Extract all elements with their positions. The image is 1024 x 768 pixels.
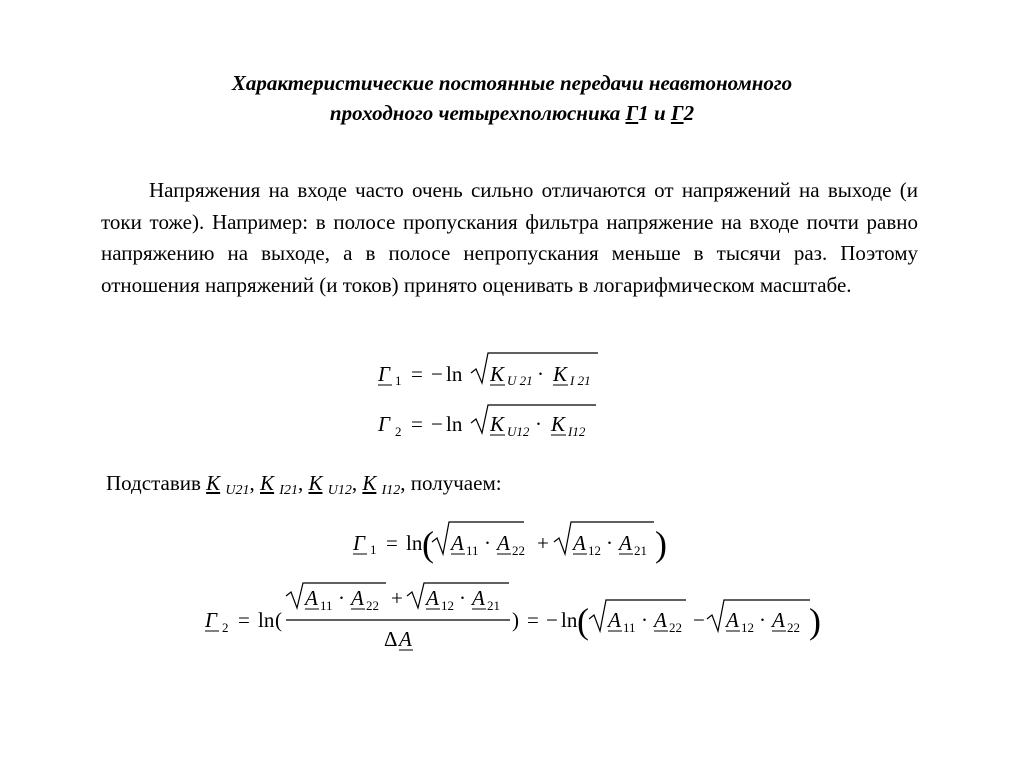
math-equals: = — [411, 362, 423, 386]
math-subscript: 11 — [320, 598, 333, 613]
math-subscript: 21 — [487, 598, 500, 613]
math-equals: = — [527, 608, 539, 632]
math-dot: · — [641, 608, 648, 632]
math-k: K — [490, 412, 505, 436]
math-gamma: Г — [378, 412, 390, 436]
math-paren-open: ( — [577, 601, 589, 641]
formula-gamma1-a — [352, 522, 667, 564]
math-dot: · — [759, 608, 766, 632]
formula-gamma2-a — [204, 583, 821, 651]
heading-index-1: 1 — [638, 101, 649, 125]
heading-conjunction: и — [648, 101, 671, 125]
math-gamma: Г — [353, 531, 365, 555]
math-subscript: 2 — [222, 620, 229, 635]
math-gamma: Г — [205, 608, 217, 632]
formula-gamma1-k — [377, 353, 598, 388]
k-index-i12: I12 — [381, 483, 401, 498]
math-gamma: Г — [378, 362, 390, 386]
math-k: K — [490, 362, 505, 386]
math-dot: · — [484, 531, 491, 555]
math-paren-open: ( — [422, 524, 434, 564]
math-equals: = — [411, 412, 423, 436]
math-dot: · — [459, 586, 466, 610]
math-subscript: 12 — [441, 598, 454, 613]
math-a: A — [472, 586, 485, 610]
math-dot: · — [537, 362, 544, 386]
math-subscript: 11 — [466, 543, 479, 558]
body-paragraph: Напряжения на входе часто очень сильно отличаются от напряжений на выходе (и токи тоже). Например: в полосе пропускания фильтра напряжение на входе почти равно напряжению на выходе, а в полосе непропускания меньше в тысячи раз. Поэтому отношения напряжений (и токов) принято оценивать в логарифмическом масштабе. — [101, 178, 918, 297]
math-paren-open: ( — [275, 608, 282, 632]
math-subscript: 11 — [623, 620, 636, 635]
math-minus: − — [431, 362, 443, 386]
math-equals: = — [386, 531, 398, 555]
math-subscript: I12 — [568, 424, 586, 439]
substitution-prefix: Подставив — [106, 471, 207, 495]
math-a: A — [619, 531, 632, 555]
math-subscript: 12 — [741, 620, 754, 635]
math-minus: − — [431, 412, 443, 436]
k-index-u21: U21 — [225, 483, 250, 498]
math-ln: ln — [446, 362, 463, 386]
math-subscript: 12 — [588, 543, 601, 558]
math-subscript: I 21 — [570, 373, 591, 388]
k-index-i21: I21 — [279, 483, 298, 498]
math-paren-close: ) — [512, 608, 519, 632]
separator: , — [249, 471, 261, 495]
math-subscript: 1 — [395, 373, 402, 388]
math-a: A — [726, 608, 739, 632]
math-k: K — [553, 362, 568, 386]
k-symbol: K — [308, 471, 323, 495]
math-plus: + — [537, 531, 549, 555]
math-paren-close: ) — [809, 601, 821, 641]
math-ln: ln — [406, 531, 423, 555]
separator: , — [297, 471, 309, 495]
math-a: A — [426, 586, 439, 610]
k-symbol: K — [206, 471, 221, 495]
k-symbol: K — [260, 471, 275, 495]
math-a: A — [399, 627, 412, 651]
math-subscript: 22 — [669, 620, 682, 635]
math-a: A — [451, 531, 464, 555]
substitution-suffix: , получаем: — [400, 471, 502, 495]
math-minus: − — [546, 608, 558, 632]
math-minus: − — [693, 608, 705, 632]
math-paren-close: ) — [655, 524, 667, 564]
k-symbol: K — [362, 471, 377, 495]
formula-gamma2-k — [377, 405, 596, 439]
math-a: A — [608, 608, 621, 632]
math-a: A — [573, 531, 586, 555]
math-a: A — [772, 608, 785, 632]
math-a: A — [654, 608, 667, 632]
heading-index-2: 2 — [683, 101, 695, 125]
heading-gamma-2: Г — [670, 101, 684, 125]
math-plus: + — [391, 586, 403, 610]
math-subscript: 22 — [366, 598, 379, 613]
math-subscript: 22 — [512, 543, 525, 558]
heading-line-2-text: проходного четырехполюсника — [329, 101, 626, 125]
math-subscript: 21 — [634, 543, 647, 558]
k-index-u12: U12 — [327, 483, 352, 498]
math-dot: · — [535, 412, 542, 436]
math-a: A — [351, 586, 364, 610]
math-delta: Δ — [384, 627, 398, 651]
math-subscript: 22 — [787, 620, 800, 635]
math-ln: ln — [258, 608, 275, 632]
math-dot: · — [606, 531, 613, 555]
math-dot: · — [338, 586, 345, 610]
math-subscript: U12 — [507, 424, 530, 439]
math-ln: ln — [561, 608, 578, 632]
heading-gamma-1: Г — [625, 101, 639, 125]
separator: , — [351, 471, 363, 495]
math-subscript: 2 — [395, 424, 402, 439]
math-k: K — [551, 412, 566, 436]
math-subscript: 1 — [370, 542, 377, 557]
math-ln: ln — [446, 412, 463, 436]
math-a: A — [305, 586, 318, 610]
math-a: A — [497, 531, 510, 555]
heading-line-1: Характеристические постоянные передачи неавтономного — [231, 71, 793, 95]
math-subscript: U 21 — [507, 373, 533, 388]
math-equals: = — [238, 608, 250, 632]
